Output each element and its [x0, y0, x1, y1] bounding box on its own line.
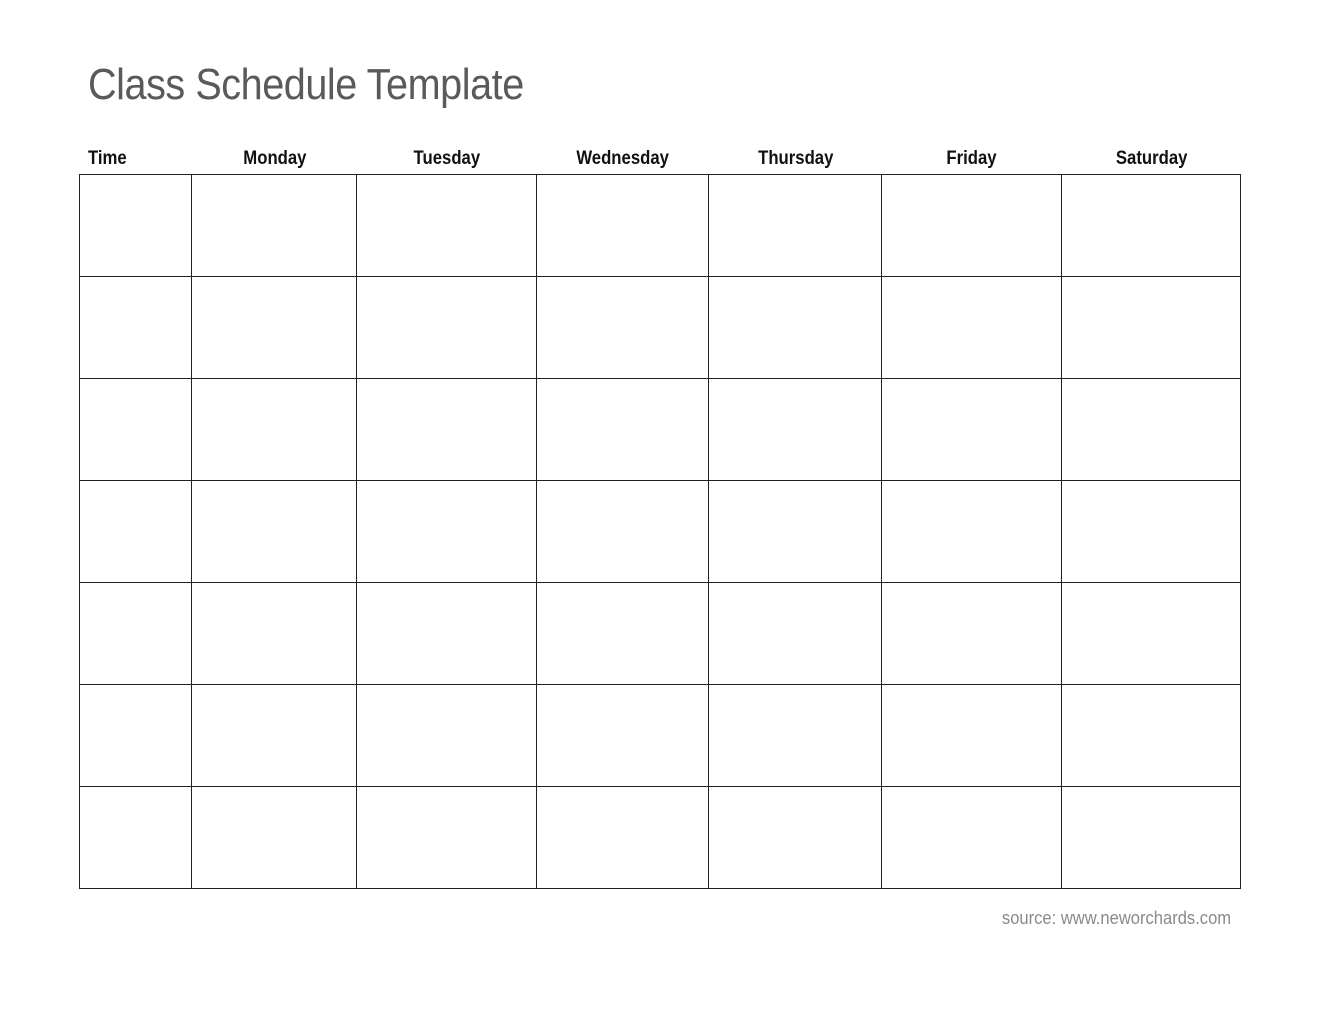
schedule-row — [80, 175, 1241, 277]
schedule-cell-wednesday[interactable] — [537, 379, 709, 481]
schedule-cell-thursday[interactable] — [709, 277, 882, 379]
schedule-header-row — [80, 146, 1241, 172]
schedule-cell-tuesday[interactable] — [357, 481, 537, 583]
schedule-cell-friday[interactable] — [882, 277, 1062, 379]
schedule-cell-monday[interactable] — [192, 175, 357, 277]
schedule-cell-saturday[interactable] — [1062, 277, 1241, 379]
schedule-cell-time[interactable] — [80, 379, 192, 481]
schedule-cell-time[interactable] — [80, 175, 192, 277]
column-header-saturday: Saturday — [1115, 148, 1188, 169]
schedule-cell-wednesday[interactable] — [537, 583, 709, 685]
schedule-cell-tuesday[interactable] — [357, 175, 537, 277]
column-header-friday: Friday — [946, 148, 998, 169]
schedule-cell-monday[interactable] — [192, 685, 357, 787]
schedule-cell-time[interactable] — [80, 277, 192, 379]
schedule-cell-time[interactable] — [80, 481, 192, 583]
schedule-cell-friday[interactable] — [882, 583, 1062, 685]
column-header-wednesday: Wednesday — [576, 148, 670, 169]
schedule-cell-thursday[interactable] — [709, 787, 882, 889]
schedule-cell-monday[interactable] — [192, 277, 357, 379]
source-note: source: www.neworchards.com — [1001, 908, 1231, 928]
schedule-grid — [79, 174, 1241, 889]
schedule-cell-saturday[interactable] — [1062, 685, 1241, 787]
schedule-row — [80, 583, 1241, 685]
schedule-cell-wednesday[interactable] — [537, 175, 709, 277]
schedule-cell-friday[interactable] — [882, 481, 1062, 583]
schedule-cell-time[interactable] — [80, 583, 192, 685]
schedule-cell-thursday[interactable] — [709, 583, 882, 685]
schedule-cell-time[interactable] — [80, 787, 192, 889]
schedule-cell-tuesday[interactable] — [357, 379, 537, 481]
column-header-thursday: Thursday — [757, 148, 834, 169]
schedule-body — [80, 175, 1241, 889]
schedule-row — [80, 787, 1241, 889]
column-header-time: Time — [88, 148, 127, 169]
schedule-cell-friday[interactable] — [882, 787, 1062, 889]
schedule-row — [80, 685, 1241, 787]
schedule-cell-friday[interactable] — [882, 685, 1062, 787]
schedule-cell-monday[interactable] — [192, 379, 357, 481]
schedule-cell-saturday[interactable] — [1062, 583, 1241, 685]
schedule-row — [80, 379, 1241, 481]
schedule-cell-friday[interactable] — [882, 379, 1062, 481]
schedule-cell-saturday[interactable] — [1062, 175, 1241, 277]
page-title: Class Schedule Template — [88, 60, 524, 109]
schedule-cell-friday[interactable] — [882, 175, 1062, 277]
schedule-cell-thursday[interactable] — [709, 685, 882, 787]
schedule-cell-saturday[interactable] — [1062, 481, 1241, 583]
schedule-cell-wednesday[interactable] — [537, 277, 709, 379]
schedule-cell-monday[interactable] — [192, 481, 357, 583]
schedule-cell-monday[interactable] — [192, 583, 357, 685]
schedule-cell-tuesday[interactable] — [357, 277, 537, 379]
schedule-cell-wednesday[interactable] — [537, 481, 709, 583]
schedule-cell-time[interactable] — [80, 685, 192, 787]
schedule-row — [80, 481, 1241, 583]
schedule-cell-thursday[interactable] — [709, 481, 882, 583]
schedule-cell-tuesday[interactable] — [357, 583, 537, 685]
schedule-cell-thursday[interactable] — [709, 175, 882, 277]
schedule-cell-wednesday[interactable] — [537, 685, 709, 787]
schedule-cell-saturday[interactable] — [1062, 787, 1241, 889]
column-header-tuesday: Tuesday — [413, 148, 481, 169]
column-header-monday: Monday — [242, 148, 307, 169]
schedule-cell-monday[interactable] — [192, 787, 357, 889]
schedule-cell-wednesday[interactable] — [537, 787, 709, 889]
schedule-row — [80, 277, 1241, 379]
schedule-cell-thursday[interactable] — [709, 379, 882, 481]
schedule-cell-tuesday[interactable] — [357, 685, 537, 787]
schedule-cell-saturday[interactable] — [1062, 379, 1241, 481]
schedule-cell-tuesday[interactable] — [357, 787, 537, 889]
